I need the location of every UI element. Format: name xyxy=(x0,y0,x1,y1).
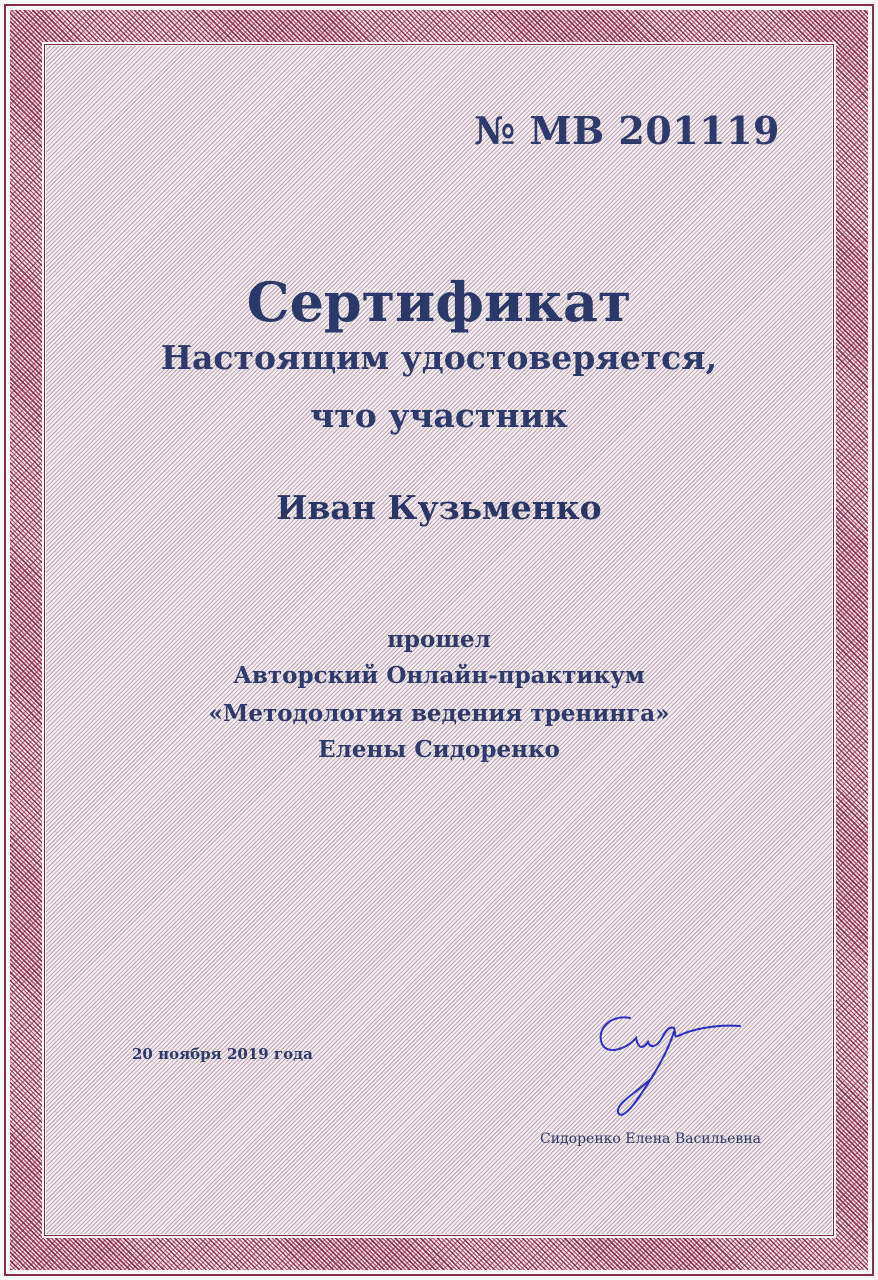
subtitle-line-1: Настоящим удостоверяется, xyxy=(160,338,718,377)
subtitle-line-2: что участник xyxy=(310,396,568,435)
recipient-name: Иван Кузьменко xyxy=(276,488,602,527)
certificate-title: Сертификат xyxy=(246,270,632,334)
issue-date: 20 ноября 2019 года xyxy=(132,1045,313,1063)
signatory-name: Сидоренко Елена Васильевна xyxy=(540,1131,761,1147)
course-line-3: «Методология ведения тренинга» xyxy=(208,700,670,727)
course-line-2: Авторский Онлайн-практикум xyxy=(233,662,645,689)
course-line-1: прошел xyxy=(387,626,491,653)
course-line-4: Елены Сидоренко xyxy=(318,736,560,763)
certificate-number: № МВ 201119 xyxy=(473,108,780,153)
handwritten-signature xyxy=(590,1008,750,1123)
